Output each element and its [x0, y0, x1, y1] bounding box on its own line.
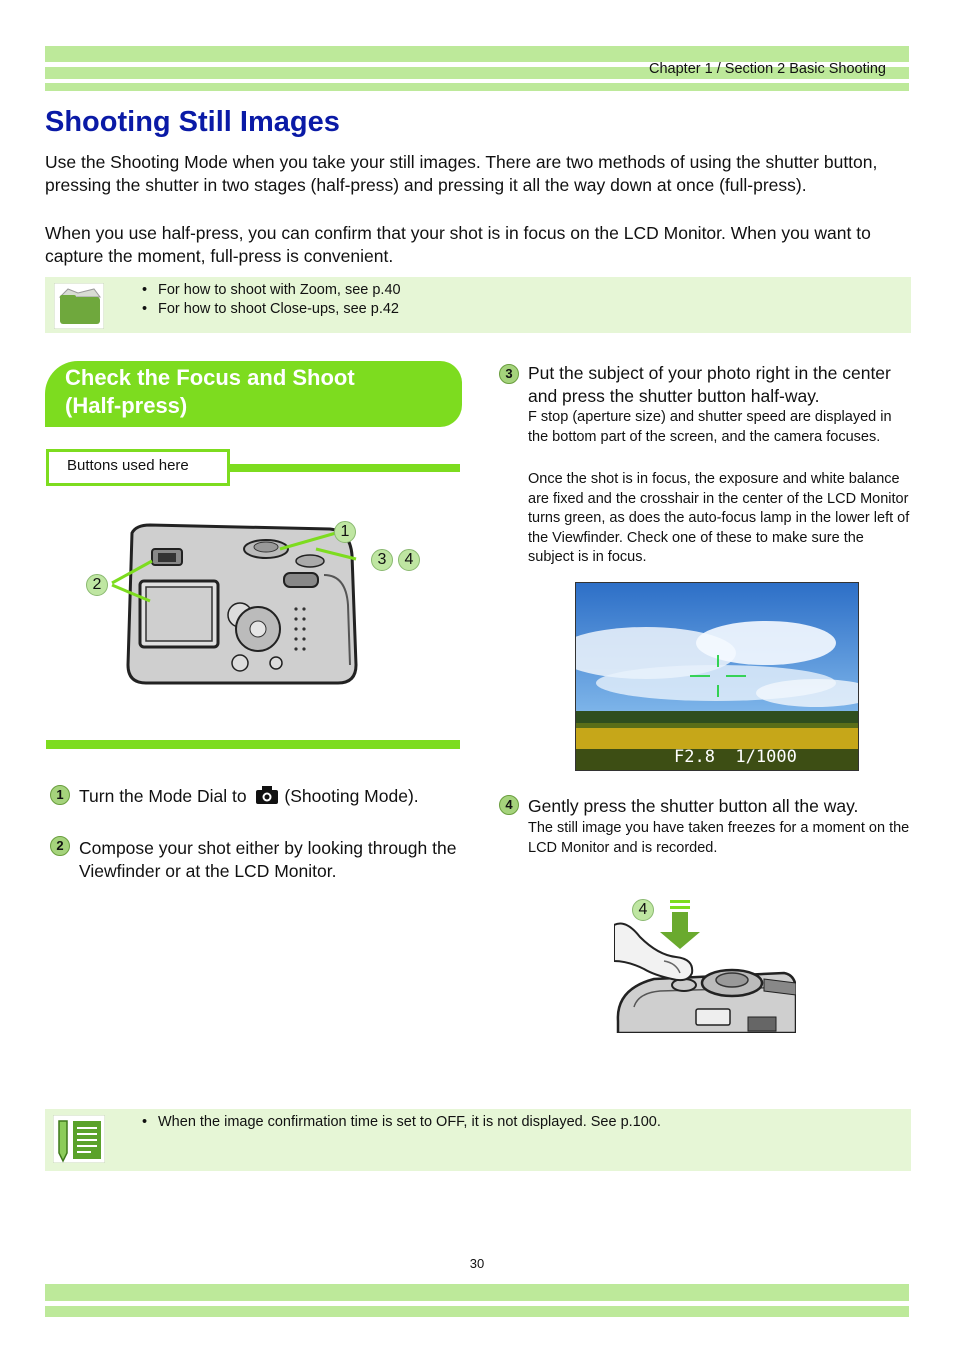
- camera-callout-1: 1: [334, 521, 356, 543]
- step-4-detail: The still image you have taken freezes for a moment on the LCD Monitor and is recorded.: [528, 820, 910, 856]
- reference-note: [45, 277, 911, 333]
- lcd-preview-image: [575, 582, 859, 771]
- shutter-callout-4: 4: [632, 899, 654, 921]
- step-number-2: 2: [50, 836, 70, 856]
- folder-icon: [54, 283, 104, 334]
- intro-paragraph-2: When you use half-press, you can confirm that your shot is in focus on the LCD Monitor. When you want to capture the moment, full-press is convenient.: [45, 223, 871, 266]
- step-number-1: 1: [50, 785, 70, 805]
- camera-callout-4: 4: [398, 549, 420, 571]
- camera-illustration: [80, 515, 380, 690]
- section-title-line2: (Half-press): [65, 393, 188, 418]
- header-bar-top: [45, 46, 909, 62]
- reference-item: • For how to shoot with Zoom, see p.40: [158, 281, 401, 300]
- camera-callout-2: 2: [86, 574, 108, 596]
- buttons-used-label: Buttons used here: [46, 449, 230, 486]
- step-number-4: 4: [499, 795, 519, 815]
- step-number-3: 3: [499, 364, 519, 384]
- header-bar-bottom: [45, 83, 909, 91]
- step-1-text-after: (Shooting Mode).: [284, 786, 419, 806]
- page-number: 30: [469, 1256, 485, 1271]
- step-3-detail-2: Once the shot is in focus, the exposure and white balance are fixed and the crosshair in the center of the LCD Monitor turns green, as does the auto-focus lamp in the lower left of the Viewfinder. Check one of these to make sure the subject is in focus.: [528, 471, 910, 565]
- step-4-text: Gently press the shutter button all the way.: [528, 796, 859, 816]
- reference-item: • For how to shoot Close-ups, see p.42: [158, 300, 401, 319]
- page-title: Shooting Still Images: [45, 106, 340, 138]
- step-1-text: [79, 785, 419, 810]
- buttons-divider: [228, 464, 460, 472]
- step-3-text: Put the subject of your photo right in the center and press the shutter button half-way.: [528, 363, 891, 406]
- step-3-detail-1: F stop (aperture size) and shutter speed are displayed in the bottom part of the screen, and the camera focuses.: [528, 409, 892, 445]
- camera-callout-3: 3: [371, 549, 393, 571]
- footer-bar-top: [45, 1284, 909, 1301]
- illustration-bottom-divider: [46, 740, 460, 749]
- footer-bar-bottom: [45, 1306, 909, 1317]
- section-title-line1: Check the Focus and Shoot: [65, 365, 355, 390]
- lcd-readout: F2.8 1/1000: [674, 747, 797, 767]
- camera-mode-icon: [256, 786, 278, 810]
- intro-paragraph-1: Use the Shooting Mode when you take your still images. There are two methods of using the shutter button, pressing the shutter in two stages (half-press) and pressing it all the way down at once (full-press).: [45, 152, 878, 195]
- step-2-text: Compose your shot either by looking through the Viewfinder or at the LCD Monitor.: [79, 838, 457, 881]
- memo-note: [45, 1109, 911, 1171]
- section-header: [45, 361, 462, 427]
- memo-icon: [53, 1115, 105, 1168]
- memo-item: • When the image confirmation time is set to OFF, it is not displayed. See p.100.: [158, 1113, 661, 1132]
- chapter-label: Chapter 1 / Section 2 Basic Shooting: [649, 61, 886, 77]
- step-1-text-before: Turn the Mode Dial to: [79, 786, 247, 806]
